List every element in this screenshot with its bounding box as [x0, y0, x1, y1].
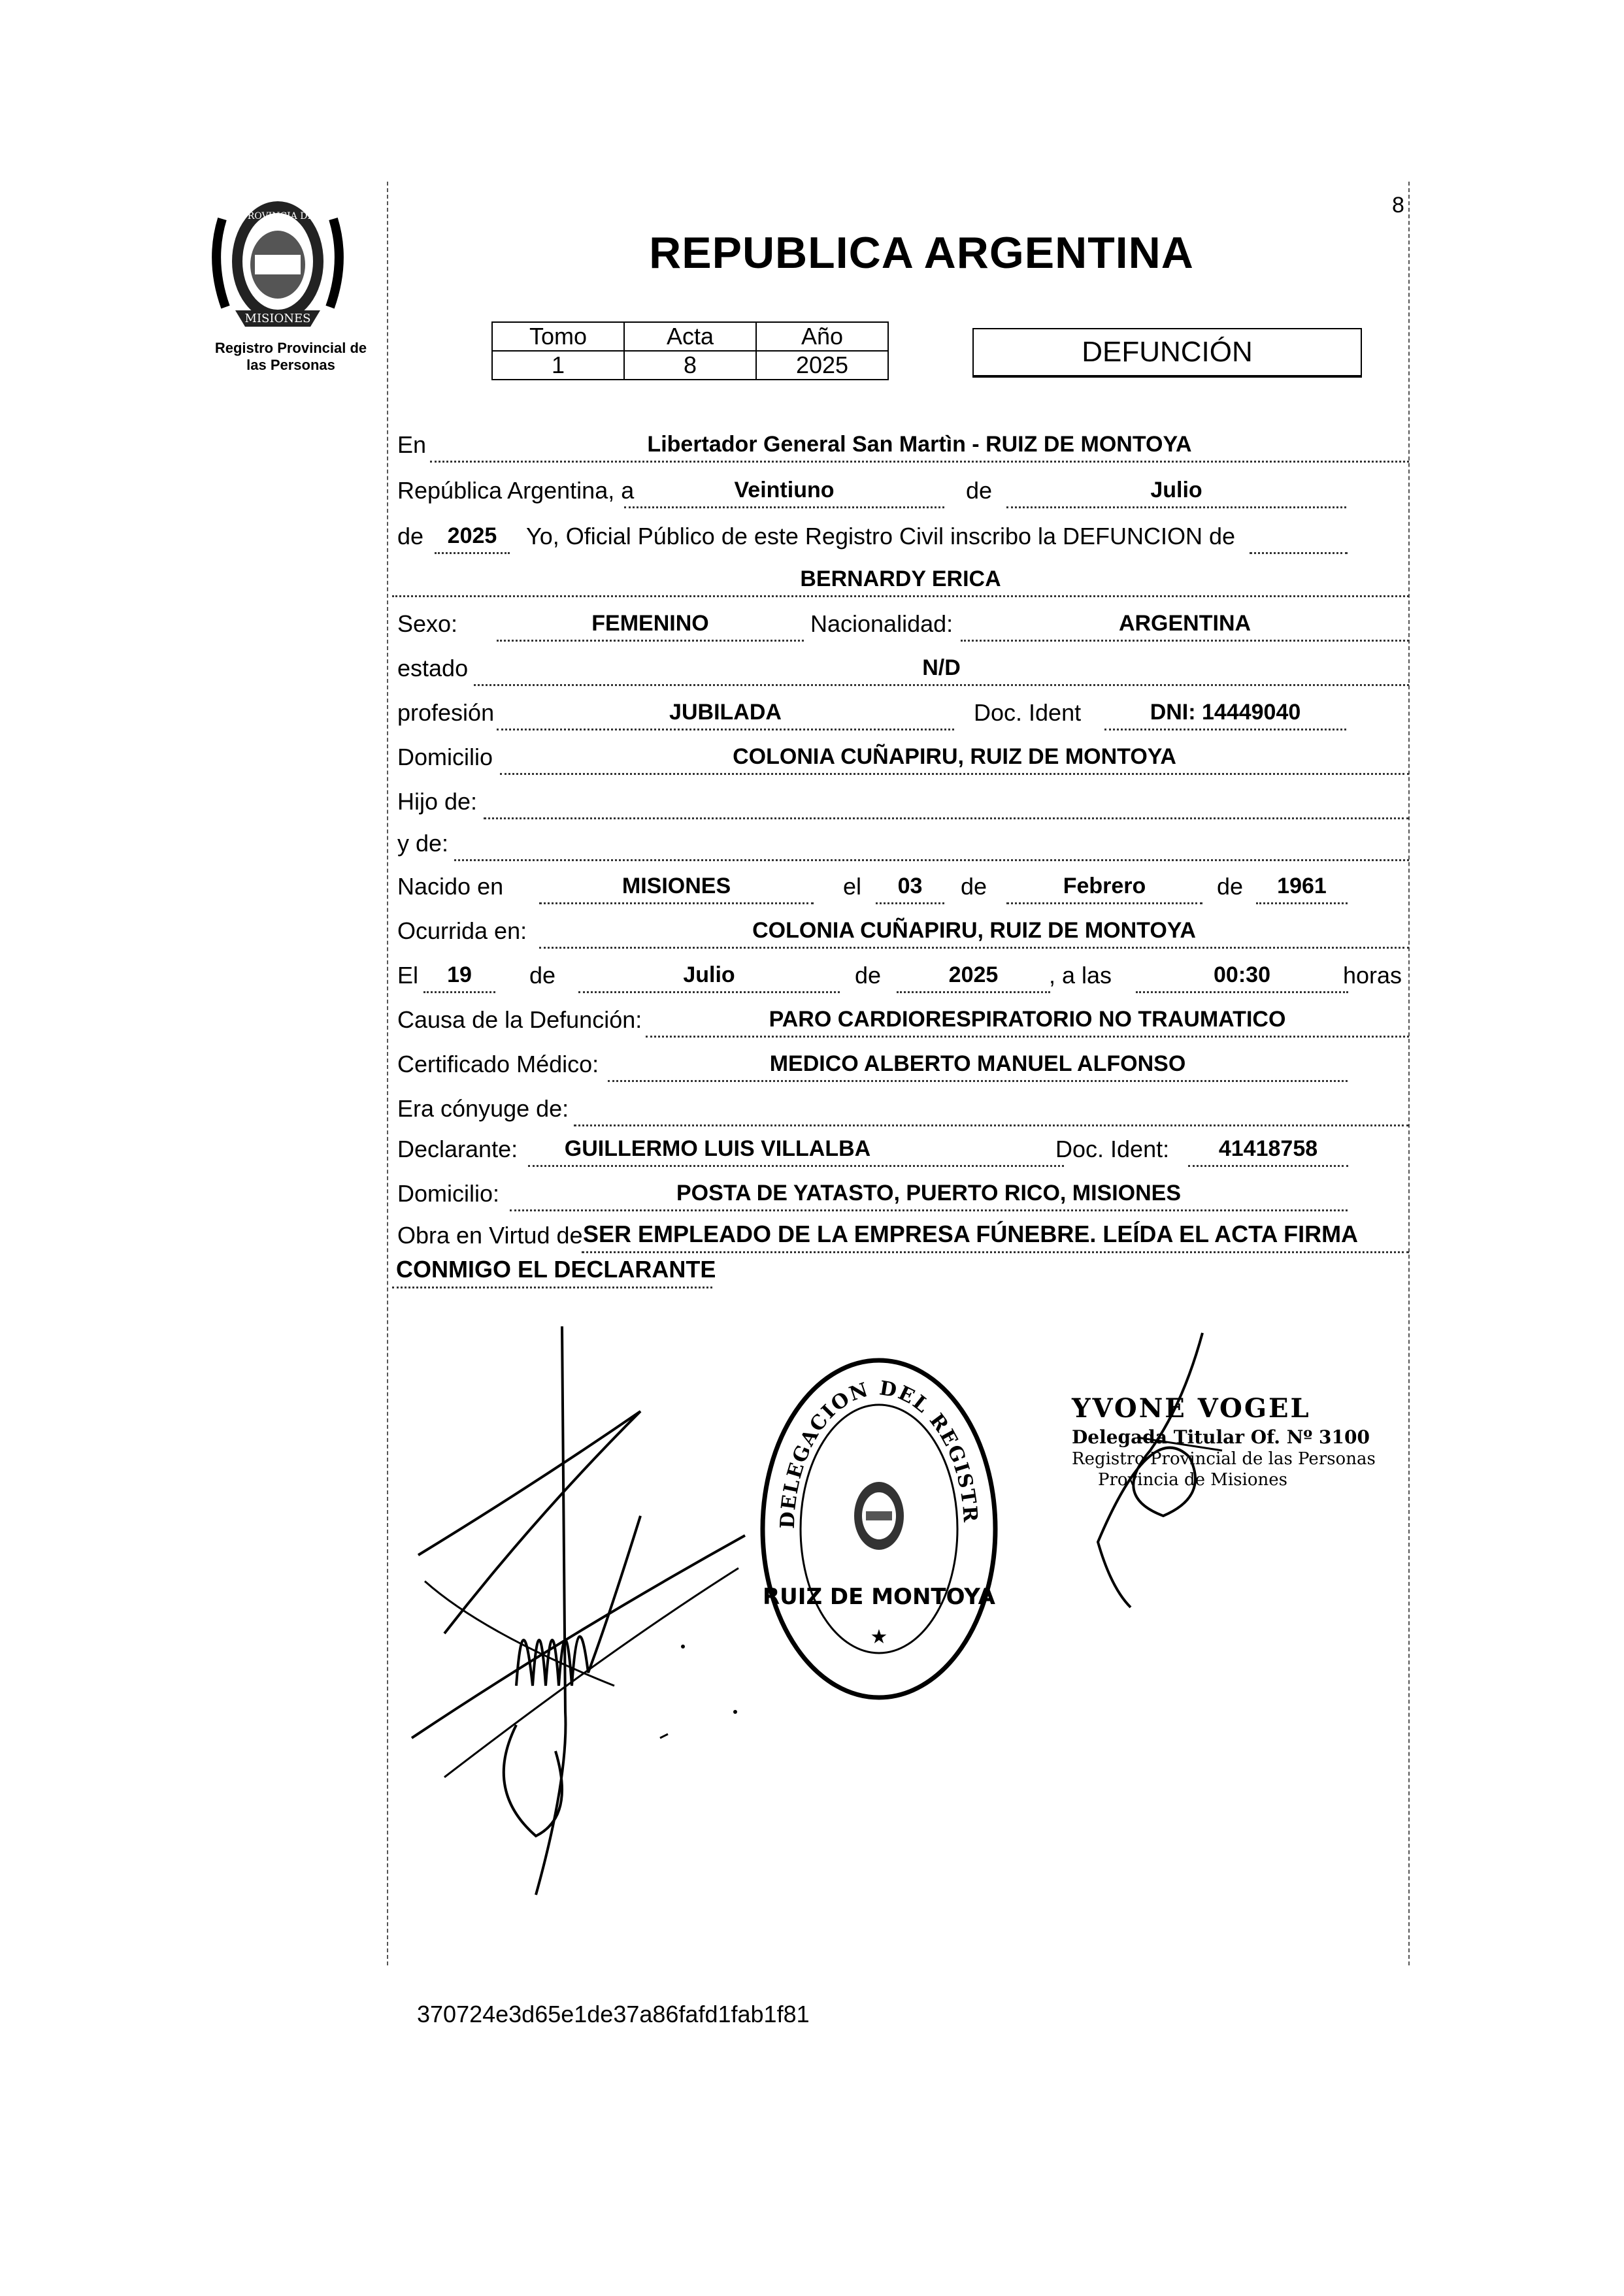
death-year-value: 2025: [948, 962, 999, 987]
row-y-de: [392, 821, 1409, 864]
row-nacido: [392, 864, 1409, 907]
y-de-label: y de:: [397, 830, 449, 857]
left-margin-line: [387, 182, 388, 1965]
emblem-bottom-text: MISIONES: [244, 312, 311, 325]
row-declarante: [392, 1126, 1409, 1170]
domicilio-value: COLONIA CUÑAPIRU, RUIZ DE MONTOYA: [733, 744, 1176, 769]
doc-ident-label: Doc. Ident: [974, 699, 1082, 726]
row-profesion: [392, 690, 1409, 733]
row-hijo: [392, 779, 1409, 822]
en-label: En: [397, 431, 427, 458]
registry-caption: [199, 340, 382, 374]
republica-label: República Argentina, a: [397, 477, 635, 504]
decl-doc-label: Doc. Ident:: [1055, 1136, 1170, 1162]
tomo-label: Tomo: [492, 322, 624, 351]
causa-label: Causa de la Defunción:: [397, 1006, 642, 1033]
conyuge-label: Era cónyuge de:: [397, 1095, 569, 1122]
obra-value-line1: SER EMPLEADO DE LA EMPRESA FÚNEBRE. LEÍDA EL ACTA FIRMA: [583, 1221, 1359, 1247]
document-hash: 370724e3d65e1de37a86fafd1fab1f81: [417, 2001, 810, 2027]
province-emblem: [196, 193, 359, 330]
certificado-label: Certificado Médico:: [397, 1051, 599, 1077]
day-text-value: Veintiuno: [734, 478, 835, 502]
registry-caption-line1: Registro Provincial de: [214, 340, 367, 356]
de-label-birth-1: de: [961, 873, 987, 900]
profesion-label: profesión: [397, 699, 495, 726]
registry-caption-line2: las Personas: [246, 357, 335, 373]
register-year-value: 2025: [447, 523, 497, 548]
causa-value: PARO CARDIORESPIRATORIO NO TRAUMATICO: [769, 1007, 1286, 1032]
official-title: Delegada Titular Of. Nº 3100: [1072, 1426, 1370, 1448]
decl-doc-value: 41418758: [1218, 1136, 1318, 1161]
death-day-value: 19: [447, 962, 472, 987]
estado-label: estado: [397, 655, 469, 681]
el-label: el: [843, 873, 862, 900]
registry-seal: [755, 1356, 1003, 1702]
certificado-value: MEDICO ALBERTO MANUEL ALFONSO: [769, 1051, 1186, 1076]
death-time-value: 00:30: [1214, 962, 1270, 987]
row-domicilio: [392, 734, 1409, 778]
nacido-label: Nacido en: [397, 873, 504, 900]
row-causa: [392, 997, 1409, 1040]
seal-outer-text: DELEGACION DEL REGISTR: [776, 1377, 982, 1530]
ocurrida-value: COLONIA CUÑAPIRU, RUIZ DE MONTOYA: [752, 918, 1196, 943]
row-sexo: [392, 601, 1409, 644]
official-name: YVONE VOGEL: [1072, 1393, 1311, 1424]
de-label-death-1: de: [529, 962, 556, 989]
anio-label: Año: [756, 322, 888, 351]
obra-value-line2: CONMIGO EL DECLARANTE: [396, 1256, 716, 1283]
doc-ident-value: DNI: 14449040: [1150, 700, 1301, 725]
birth-year-value: 1961: [1277, 874, 1327, 898]
document-type-box: DEFUNCIÓN: [972, 328, 1362, 378]
page-title: REPUBLICA ARGENTINA: [649, 228, 1194, 278]
nacido-en-value: MISIONES: [621, 874, 731, 898]
tomo-value: 1: [492, 351, 624, 380]
declarant-signature: [405, 1320, 771, 1908]
official-signature: [1072, 1326, 1268, 1620]
de-label-birth-2: de: [1217, 873, 1244, 900]
death-month-value: Julio: [683, 962, 735, 987]
official-registry: Registro Provincial de las Personas: [1072, 1449, 1376, 1469]
de-label: de: [966, 477, 993, 504]
month-value: Julio: [1150, 478, 1202, 502]
row-obra-2: [392, 1248, 1409, 1291]
de-year-label: de: [397, 523, 424, 549]
seal-inner-text: RUIZ DE MONTOYA: [763, 1584, 995, 1610]
row-nombre: [392, 557, 1409, 600]
nacionalidad-value: ARGENTINA: [1118, 611, 1251, 636]
row-domicilio-declarante: [392, 1171, 1409, 1214]
sexo-label: Sexo:: [397, 610, 458, 637]
declarante-value: GUILLERMO LUIS VILLALBA: [564, 1136, 871, 1161]
de-label-death-2: de: [855, 962, 882, 989]
estado-value: N/D: [922, 655, 961, 680]
ocurrida-label: Ocurrida en:: [397, 917, 527, 944]
birth-month-value: Febrero: [1063, 874, 1146, 898]
acta-value: 8: [624, 351, 756, 380]
row-conyuge: [392, 1086, 1409, 1129]
deceased-name: BERNARDY ERICA: [800, 566, 1001, 591]
declarante-label: Declarante:: [397, 1136, 518, 1162]
row-estado: [392, 646, 1409, 689]
el2-label: El: [397, 962, 419, 989]
domicilio-label: Domicilio: [397, 744, 493, 770]
row-ocurrida: [392, 908, 1409, 951]
anio-value: 2025: [756, 351, 888, 380]
alas-label: , a las: [1049, 962, 1112, 989]
emblem-top-text: PROVINCIA DE: [241, 211, 314, 221]
horas-label: horas: [1343, 962, 1402, 989]
profesion-value: JUBILADA: [669, 700, 782, 725]
row-certificado: [392, 1041, 1409, 1085]
sexo-value: FEMENINO: [591, 611, 709, 636]
place-value: Libertador General San Martìn - RUIZ DE MONTOYA: [647, 432, 1192, 457]
inscribo-text: Yo, Oficial Público de este Registro Civil inscribo la DEFUNCION de: [526, 523, 1236, 549]
hijo-label: Hijo de:: [397, 788, 478, 815]
acta-label: Acta: [624, 322, 756, 351]
official-province: Provincia de Misiones: [1098, 1470, 1287, 1490]
nacionalidad-label: Nacionalidad:: [810, 610, 953, 637]
domicilio2-label: Domicilio:: [397, 1180, 500, 1207]
svg-text:★: ★: [870, 1626, 888, 1648]
obra-label: Obra en Virtud de: [397, 1222, 583, 1249]
row-fecha: [392, 468, 1409, 511]
row-inscribo: [392, 514, 1409, 557]
row-en: [392, 422, 1409, 465]
page-number: 8: [1392, 193, 1404, 218]
row-fecha-defuncion: [392, 953, 1409, 996]
record-meta-table: [491, 321, 889, 380]
domicilio2-value: POSTA DE YATASTO, PUERTO RICO, MISIONES: [676, 1181, 1182, 1205]
birth-day-value: 03: [897, 874, 923, 898]
